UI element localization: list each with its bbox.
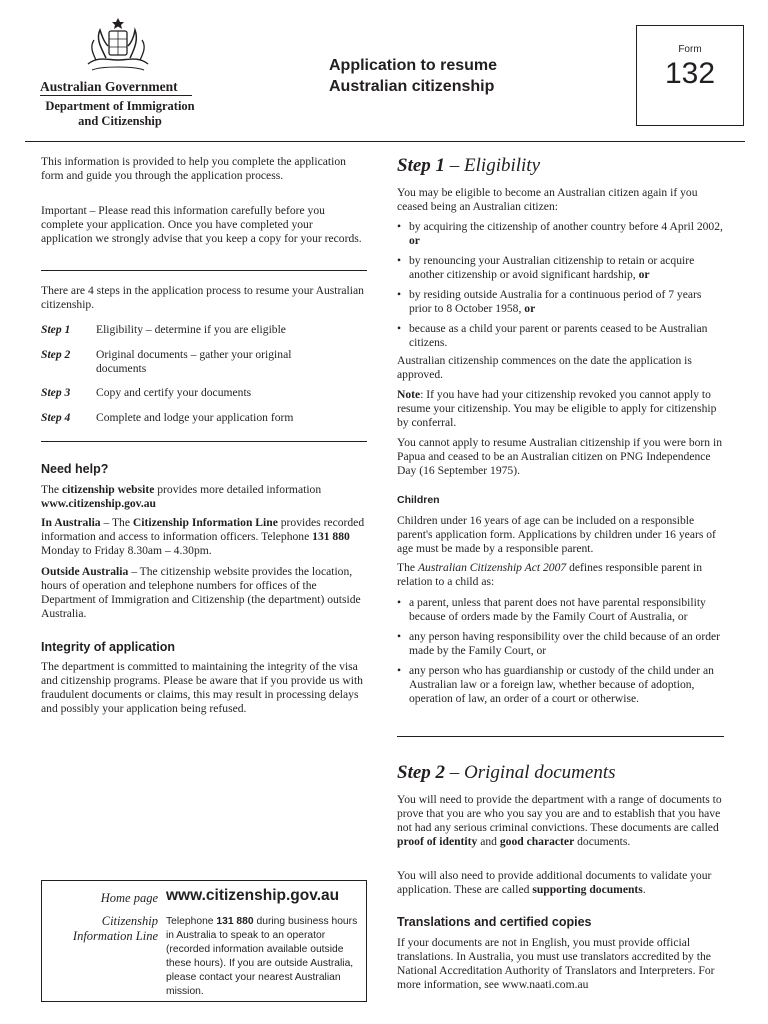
step-row: Step 1 Eligibility – determine if you are eligible bbox=[41, 323, 286, 336]
contact-box bbox=[41, 880, 367, 1002]
divider bbox=[397, 736, 724, 737]
important-paragraph: Important – Please read this information carefully before you complete your application. Once you have completed your application we strongly advise that you keep a copy for your records. bbox=[41, 204, 362, 245]
step-2-paragraph: You will need to provide the department with a range of documents to prove that you are who you say you are and to establish that you have not had any serious criminal convictions. These documents are called proof of identity and good character documents. bbox=[397, 793, 722, 848]
list-item: • by residing outside Australia for a continuous period of 7 years prior to 8 October 1958, or bbox=[397, 288, 724, 316]
help-australia-paragraph: In Australia – The Citizenship Information Line provides recorded information and access to information officers. Telephone 131 880 Monday to Friday 8.30am – 4.30pm. bbox=[41, 516, 365, 557]
children-heading: Children bbox=[397, 494, 440, 506]
supporting-docs-paragraph: You will also need to provide additional documents to validate your application. These are called supporting documents. bbox=[397, 869, 712, 896]
help-website-paragraph: The citizenship website provides more detailed information www.citizenship.gov.au bbox=[41, 483, 322, 510]
step-row: Step 3 Copy and certify your documents bbox=[41, 386, 252, 399]
step-2-heading: Step 2 – Original documents bbox=[397, 762, 616, 783]
list-item: • a parent, unless that parent does not have parental responsibility because of orders made by the Family Court of Australia, or bbox=[397, 596, 724, 624]
government-name: Australian Government bbox=[40, 79, 178, 94]
commence-paragraph: Australian citizenship commences on the date the application is approved. bbox=[397, 354, 692, 381]
note-paragraph: Note: If you have had your citizenship revoked you cannot apply to resume your citizenship. You may be eligible to apply for citizenship by conferral. bbox=[397, 388, 717, 429]
children-paragraph: Children under 16 years of age can be included on a responsible parent's application form. Applications by children under 16 years of age must be made by a responsible parent. bbox=[397, 514, 716, 555]
integrity-paragraph: The department is committed to maintaining the integrity of the visa and citizenship programs. Please be aware that if you provide us with fraudulent documents or claims, this may result in processing delays and possibly your application being refused. bbox=[41, 660, 363, 715]
citizenship-website-link[interactable]: www.citizenship.gov.au bbox=[41, 497, 156, 510]
responsible-parent-list bbox=[397, 596, 724, 712]
divider bbox=[41, 270, 367, 271]
step-row: Step 2 Original documents – gather your original documents bbox=[41, 348, 292, 375]
department-name: Department of Immigration and Citizenship bbox=[45, 99, 195, 128]
home-page-label: Home page bbox=[100, 891, 158, 905]
info-line-text: Telephone 131 880 during business hours in Australia to speak to an operator (recorded information available outside these hours). If you are outside Australia, please contact your nearest Australian mission. bbox=[166, 916, 358, 997]
form-number-box bbox=[636, 25, 744, 126]
list-item: • any person having responsibility over the child because of an order made by the Family Court, or bbox=[397, 630, 724, 658]
coat-of-arms-icon bbox=[78, 16, 158, 78]
steps-intro: There are 4 steps in the application process to resume your Australian citizenship. bbox=[41, 284, 364, 311]
form-label: Form bbox=[678, 44, 702, 55]
divider bbox=[41, 441, 367, 442]
step-1-heading: Step 1 – Eligibility bbox=[397, 155, 541, 176]
translations-paragraph: If your documents are not in English, you must provide official translations. In Australia, you must use translators accredited by the National Accreditation Authority of Translators and Interpreters. For more information, see www.naati.com.au bbox=[397, 936, 715, 991]
step-1-intro: You may be eligible to become an Australian citizen again if you ceased being an Australian citizen: bbox=[397, 186, 698, 213]
help-outside-paragraph: Outside Australia – The citizenship website provides the location, hours of operation and telephone numbers for offices of the Department of Immigration and Citizenship (the department) outside Australia. bbox=[41, 565, 361, 620]
translations-heading: Translations and certified copies bbox=[397, 915, 592, 929]
header-divider bbox=[40, 95, 192, 96]
list-item: • because as a child your parent or parents ceased to be Australian citizens. bbox=[397, 322, 724, 350]
need-help-heading: Need help? bbox=[41, 462, 109, 476]
png-paragraph: You cannot apply to resume Australian citizenship if you were born in Papua and ceased to be an Australian citizen on PNG Independence Day (16 September 1975). bbox=[397, 436, 722, 477]
responsible-parent-paragraph: The Australian Citizenship Act 2007 defines responsible parent in relation to a child as: bbox=[397, 561, 703, 588]
integrity-heading: Integrity of application bbox=[41, 640, 176, 654]
eligibility-list bbox=[397, 220, 724, 356]
list-item: • by acquiring the citizenship of another country before 4 April 2002, or bbox=[397, 220, 724, 248]
page-title: Application to resume Australian citizenship bbox=[329, 57, 498, 95]
list-item: • any person who has guardianship or custody of the child under an Australian law or a foreign law, whether because of adoption, operation of law, an order of a court or otherwise. bbox=[397, 664, 724, 706]
form-number: 132 bbox=[664, 57, 716, 90]
list-item: • by renouncing your Australian citizenship to retain or acquire another citizenship or avoid significant hardship, or bbox=[397, 254, 724, 282]
info-line-label: Citizenship Information Line bbox=[72, 914, 158, 943]
intro-paragraph: This information is provided to help you complete the application form and guide you through the application process. bbox=[41, 155, 346, 182]
top-divider bbox=[25, 141, 745, 142]
home-page-url[interactable]: www.citizenship.gov.au bbox=[166, 887, 340, 904]
step-row: Step 4 Complete and lodge your application form bbox=[41, 411, 294, 424]
